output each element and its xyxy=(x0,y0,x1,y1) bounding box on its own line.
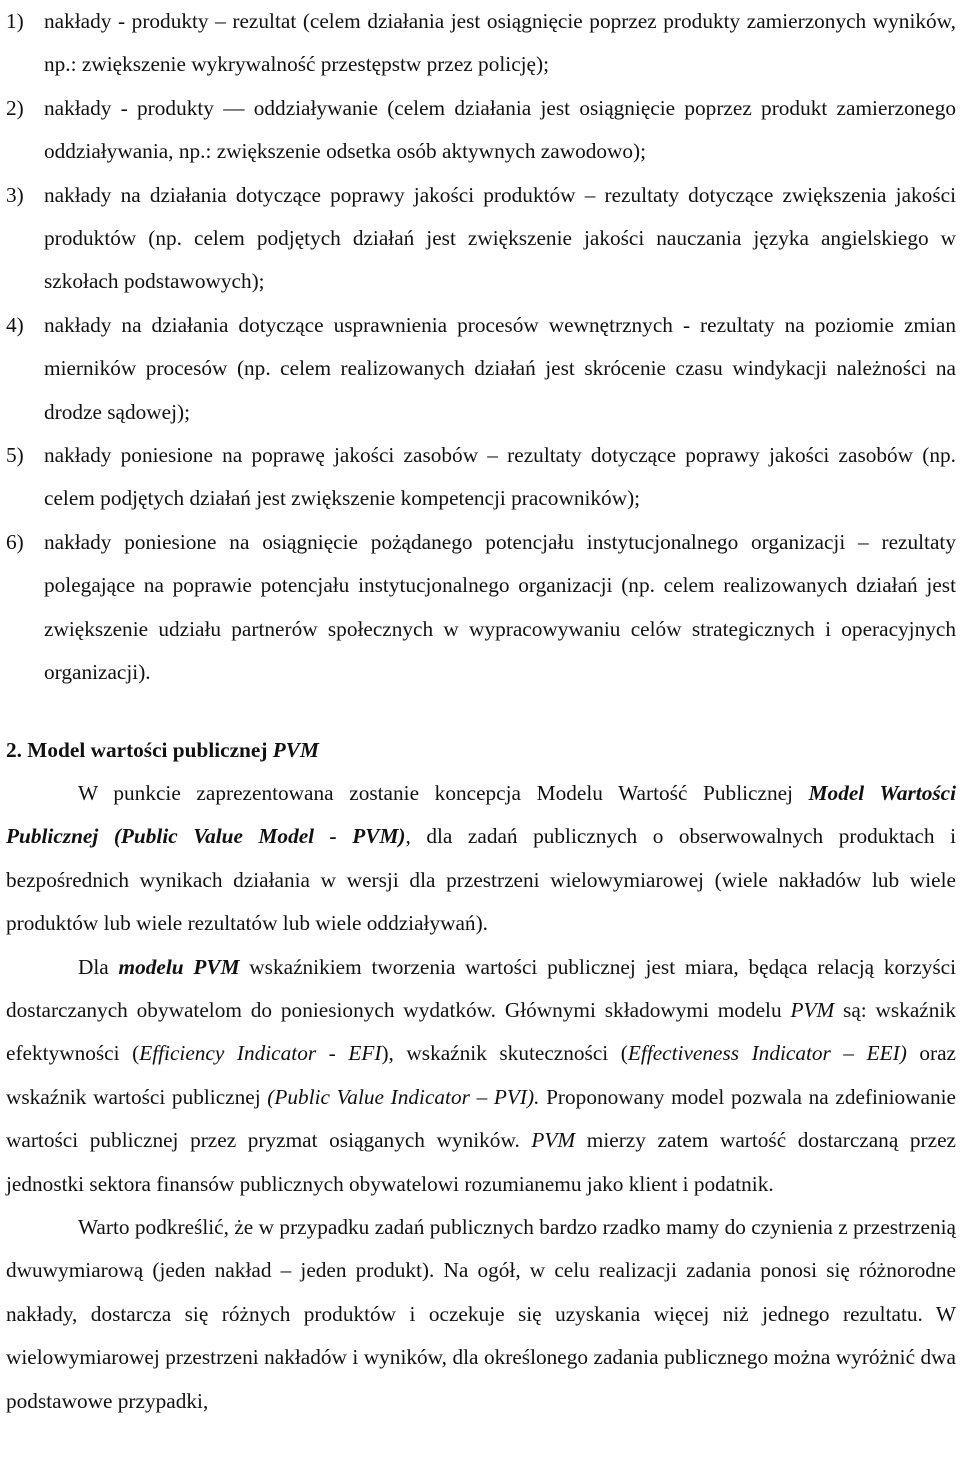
paragraph-3 xyxy=(6,1206,956,1423)
text-run: , dla zadań publicznych o obserwowalnych produktach i bezpośrednich wynikach działania w wersji dla przestrzeni wielowymiarowej (wiele nakładów lub wiele produktów lub wiele rezultatów lub wiele oddziaływań). xyxy=(6,824,957,936)
text-run: są: wskaźnik efektywności ( xyxy=(6,998,956,1066)
text-run-italic: Efficiency Indicator - EFI xyxy=(139,1041,382,1066)
section-body xyxy=(6,772,956,1423)
list-item xyxy=(6,0,956,87)
list-text: nakłady na działania dotyczące usprawnienia procesów wewnętrznych - rezultaty na poziomie zmian mierników procesów (np. celem realizowanych działań jest skrócenie czasu windykacji należności na drodze sądowej); xyxy=(44,312,956,424)
list-item xyxy=(6,174,956,304)
heading-text: Model wartości publicznej xyxy=(27,738,273,762)
list-number: 5) xyxy=(6,443,24,468)
text-run-emphasis: Model Wartości Publicznej (Public Value Model - PVM) xyxy=(6,781,956,849)
text-run-italic: PVM xyxy=(790,998,835,1023)
list-number: 1) xyxy=(6,9,24,33)
section-heading xyxy=(6,728,956,772)
text-run: Warto podkreślić, że w przypadku zadań publicznych bardzo rzadko mamy do czynienia z przestrzenią dwuwymiarową (jeden nakład – jeden produkt). Na ogół, w celu realizacji zadania ponosi się różnorodne nakłady, dostarcza się różnych produktów i oczekuje się uzyskania więcej niż jednego rezultatu. W wielowymiarowej przestrzeni nakładów i wyników, dla określonego zadania publicznego można wyróżnić dwa podstawowe przypadki, xyxy=(6,1215,956,1413)
text-run: mierzy zatem wartość dostarczaną przez jednostki sektora finansów publicznych obywatelowi rozumianemu jako klient i podatnik. xyxy=(6,1128,956,1196)
text-run: ), wskaźnik skuteczności ( xyxy=(381,1041,628,1066)
text-run: wskaźnikiem tworzenia wartości publicznej jest miara, będąca relacją korzyści dostarczanych obywatelom do poniesionych wydatków. Głównymi składowymi modelu xyxy=(6,954,956,1023)
list-text: nakłady poniesione na poprawę jakości zasobów – rezultaty dotyczące poprawy jakości zasobów (np. celem podjętych działań jest zwiększenie kompetencji pracowników); xyxy=(44,443,956,511)
list-item xyxy=(6,304,956,434)
list-text: nakłady - produkty – rezultat (celem działania jest osiągnięcie poprzez produkty zamierzonych wyników, np.: zwiększenie wykrywalność przestępstw przez policję); xyxy=(44,9,956,77)
list-item xyxy=(6,434,956,521)
text-run-italic: (Public Value Indicator – PVI). xyxy=(267,1084,540,1109)
heading-abbr: PVM xyxy=(272,738,319,762)
text-run: oraz wskaźnik wartości publicznej xyxy=(6,1041,956,1109)
text-run: Dla xyxy=(78,954,119,979)
heading-number: 2. xyxy=(6,738,28,762)
text-run: Proponowany model pozwala na zdefiniowanie wartości publicznej przez pryzmat osiąganych wyników. xyxy=(6,1084,956,1153)
results-list xyxy=(6,0,956,695)
text-run-emphasis: modelu PVM xyxy=(118,954,240,979)
text-run-italic: Effectiveness Indicator – EEI) xyxy=(627,1041,907,1066)
list-number: 2) xyxy=(6,95,24,120)
text-run-italic: PVM xyxy=(531,1128,576,1153)
list-item xyxy=(6,521,956,695)
paragraph-1 xyxy=(6,772,956,946)
list-number: 4) xyxy=(6,312,24,337)
list-number: 6) xyxy=(6,529,24,554)
list-item xyxy=(6,87,956,174)
list-text: nakłady poniesione na osiągnięcie pożądanego potencjału instytucjonalnego organizacji – rezultaty polegające na poprawie potencjału instytucjonalnego organizacji (np. celem realizowanych działań jest zwiększenie udziału partnerów społecznych w wypracowywaniu celów strategicznych i operacyjnych organizacji). xyxy=(44,529,956,685)
list-text: nakłady - produkty –– oddziaływanie (celem działania jest osiągnięcie poprzez produkt zamierzonego oddziaływania, np.: zwiększenie odsetka osób aktywnych zawodowo); xyxy=(44,95,956,164)
text-run: W punkcie zaprezentowana zostanie koncepcja Modelu Wartość Publicznej xyxy=(78,781,809,805)
list-number: 3) xyxy=(6,182,24,207)
list-text: nakłady na działania dotyczące poprawy jakości produktów – rezultaty dotyczące zwiększenia jakości produktów (np. celem podjętych działań jest zwiększenie jakości nauczania języka angielskiego w szkołach podstawowych); xyxy=(44,182,956,294)
paragraph-2 xyxy=(6,946,956,1206)
